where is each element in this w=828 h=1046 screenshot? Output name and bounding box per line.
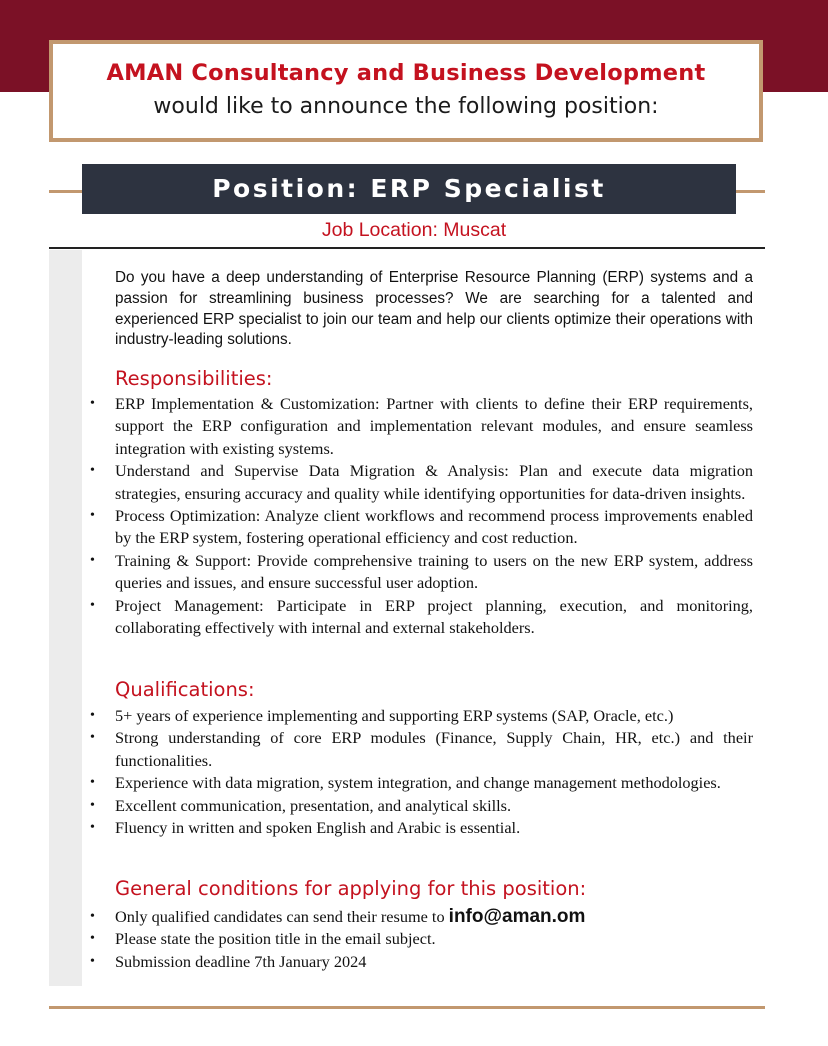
list-item [90, 393, 753, 460]
qualification-text: Excellent communication, presentation, and analytical skills. [115, 795, 512, 815]
qualifications-heading: Qualifications: [115, 678, 255, 701]
section-divider [49, 247, 765, 249]
bullet-icon: • [90, 931, 95, 947]
qualification-text: Strong understanding of core ERP modules (Finance, Supply Chain, HR, etc.) and their functionalities. [115, 728, 753, 770]
responsibilities-heading: Responsibilities: [115, 367, 273, 390]
responsibility-text: Process Optimization: Analyze client workflows and recommend process improvements enabled by the ERP system, fostering operational efficiency and cost reduction. [115, 506, 753, 548]
responsibility-text: Training & Support: Provide comprehensive training to users on the new ERP system, address queries and issues, and ensure successful user adoption. [115, 550, 753, 593]
list-item [90, 951, 753, 973]
bullet-icon: • [90, 508, 95, 524]
side-margin-shade [49, 250, 82, 986]
job-location: Job Location: Muscat [321, 219, 507, 241]
qualification-text: 5+ years of experience implementing and supporting ERP systems (SAP, Oracle, etc.) [115, 706, 674, 725]
bullet-icon: • [90, 730, 95, 746]
bullet-icon: • [90, 953, 95, 969]
responsibility-text: ERP Implementation & Customization: Partner with clients to define their ERP requirements, support the ERP configuration and implementation relevant modules, and ensure seamless integration with existing systems. [115, 394, 753, 458]
resume-instruction: Only qualified candidates can send their resume to [115, 907, 445, 926]
qualifications-list [90, 705, 753, 839]
list-item [90, 595, 753, 640]
responsibilities-list [90, 393, 753, 639]
list-item [90, 460, 753, 505]
bullet-icon: • [90, 552, 95, 568]
list-item [90, 550, 753, 595]
responsibility-text: Project Management: Participate in ERP project planning, execution, and monitoring, collaborating effectively with internal and external stakeholders. [115, 595, 753, 638]
list-item [90, 705, 753, 727]
qualification-text: Experience with data migration, system integration, and change management methodologies. [115, 773, 721, 793]
decorative-divider-bottom [49, 1006, 765, 1009]
condition-text: Please state the position title in the email subject. [115, 929, 436, 949]
bullet-icon: • [90, 396, 95, 411]
bullet-icon: • [90, 909, 95, 924]
bullet-icon: • [90, 820, 95, 836]
conditions-list [90, 906, 753, 973]
announcement-text: would like to announce the following position: [153, 94, 659, 119]
bullet-icon: • [90, 775, 95, 791]
responsibility-text: Understand and Supervise Data Migration & Analysis: Plan and execute data migration strategies, ensuring accuracy and quality while identifying opportunities for data-driven insights. [115, 461, 753, 503]
conditions-heading: General conditions for applying for this position: [115, 877, 587, 900]
list-item [90, 727, 753, 772]
condition-text: Submission deadline 7th January 2024 [115, 951, 367, 971]
list-item [90, 906, 753, 928]
bullet-icon: • [90, 708, 95, 723]
company-name: AMAN Consultancy and Business Development [106, 60, 706, 86]
list-item [90, 928, 753, 950]
position-title: Position: ERP Specialist [82, 164, 736, 214]
bullet-icon: • [90, 597, 95, 613]
list-item [90, 772, 753, 794]
list-item [90, 795, 753, 817]
list-item [90, 817, 753, 839]
list-item [90, 505, 753, 550]
qualification-text: Fluency in written and spoken English and Arabic is essential. [115, 818, 521, 838]
bullet-icon: • [90, 463, 95, 479]
contact-email-link[interactable]: info@aman.om [448, 906, 586, 927]
intro-paragraph: Do you have a deep understanding of Enterprise Resource Planning (ERP) systems and a passion for streamlining business processes? We are searching for a talented and experienced ERP specialist to join our team and help our clients optimize their operations with industry-leading solutions. [115, 269, 753, 349]
announcement-header [49, 40, 763, 142]
bullet-icon: • [90, 797, 95, 813]
